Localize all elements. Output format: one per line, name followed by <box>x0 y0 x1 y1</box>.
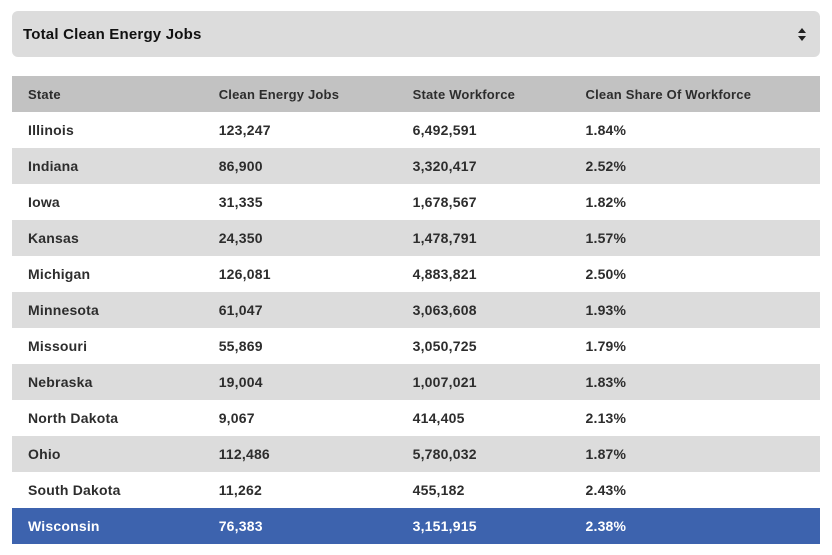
cell-clean-share: 1.93% <box>585 302 627 318</box>
cell-clean-energy-jobs: 76,383 <box>218 518 263 534</box>
column-header-state-workforce: State Workforce <box>397 76 570 112</box>
cell-clean-share: 2.50% <box>585 266 627 282</box>
table-row[interactable] <box>12 256 820 292</box>
select-updown-icon <box>798 28 806 41</box>
cell-clean-share: 1.79% <box>585 338 627 354</box>
cell-clean-energy-jobs: 31,335 <box>218 194 263 210</box>
cell-clean-share: 2.38% <box>585 518 627 534</box>
column-header-clean-share: Clean Share Of Workforce <box>570 76 821 112</box>
table-row[interactable] <box>12 400 820 436</box>
arrow-up-icon <box>798 28 806 33</box>
cell-state: Wisconsin <box>28 518 100 534</box>
table-row[interactable] <box>12 436 820 472</box>
cell-clean-share: 2.43% <box>585 482 627 498</box>
cell-state-workforce: 1,478,791 <box>412 230 477 246</box>
cell-state: Nebraska <box>28 374 93 390</box>
cell-clean-energy-jobs: 86,900 <box>218 158 263 174</box>
table-row[interactable] <box>12 508 820 544</box>
table-row[interactable] <box>12 112 820 148</box>
cell-clean-energy-jobs: 11,262 <box>218 482 262 498</box>
cell-clean-energy-jobs: 24,350 <box>218 230 263 246</box>
cell-clean-energy-jobs: 19,004 <box>218 374 263 390</box>
table-row[interactable] <box>12 328 820 364</box>
cell-clean-share: 2.13% <box>585 410 627 426</box>
cell-state: Kansas <box>28 230 80 246</box>
cell-state-workforce: 1,007,021 <box>412 374 477 390</box>
cell-clean-energy-jobs: 126,081 <box>218 266 271 282</box>
cell-clean-energy-jobs: 112,486 <box>218 446 270 462</box>
metric-dropdown-selected-label: Total Clean Energy Jobs <box>23 25 202 43</box>
cell-state: Ohio <box>28 446 61 462</box>
cell-clean-energy-jobs: 123,247 <box>218 122 271 138</box>
table-row[interactable] <box>12 472 820 508</box>
table-header <box>12 76 820 112</box>
column-header-state: State <box>12 76 203 112</box>
cell-state: South Dakota <box>28 482 121 498</box>
cell-state-workforce: 6,492,591 <box>412 122 477 138</box>
table-row[interactable] <box>12 220 820 256</box>
cell-state: Illinois <box>28 122 74 138</box>
table-row[interactable] <box>12 148 820 184</box>
cell-state-workforce: 3,320,417 <box>412 158 477 174</box>
cell-clean-share: 1.87% <box>585 446 627 462</box>
cell-state-workforce: 3,063,608 <box>412 302 477 318</box>
cell-clean-energy-jobs: 55,869 <box>218 338 263 354</box>
cell-state-workforce: 4,883,821 <box>412 266 477 282</box>
state-jobs-table <box>12 76 820 544</box>
cell-clean-share: 1.84% <box>585 122 627 138</box>
cell-clean-energy-jobs: 61,047 <box>218 302 263 318</box>
cell-state-workforce: 3,151,915 <box>412 518 477 534</box>
table-row[interactable] <box>12 292 820 328</box>
cell-state-workforce: 1,678,567 <box>412 194 477 210</box>
table-row[interactable] <box>12 364 820 400</box>
cell-state-workforce: 5,780,032 <box>412 446 477 462</box>
cell-clean-share: 1.82% <box>585 194 627 210</box>
cell-state-workforce: 414,405 <box>412 410 465 426</box>
cell-state: Minnesota <box>28 302 100 318</box>
cell-clean-energy-jobs: 9,067 <box>218 410 255 426</box>
cell-state-workforce: 455,182 <box>412 482 465 498</box>
cell-state-workforce: 3,050,725 <box>412 338 477 354</box>
cell-clean-share: 1.57% <box>585 230 627 246</box>
cell-state: Michigan <box>28 266 91 282</box>
cell-state: North Dakota <box>28 410 119 426</box>
cell-clean-share: 2.52% <box>585 158 627 174</box>
cell-state: Missouri <box>28 338 88 354</box>
column-header-clean-energy-jobs: Clean Energy Jobs <box>203 76 397 112</box>
cell-clean-share: 1.83% <box>585 374 627 390</box>
metric-dropdown[interactable] <box>12 11 820 57</box>
arrow-down-icon <box>798 36 806 41</box>
table-row[interactable] <box>12 184 820 220</box>
cell-state: Indiana <box>28 158 79 174</box>
table-body <box>12 112 820 544</box>
cell-state: Iowa <box>28 194 60 210</box>
